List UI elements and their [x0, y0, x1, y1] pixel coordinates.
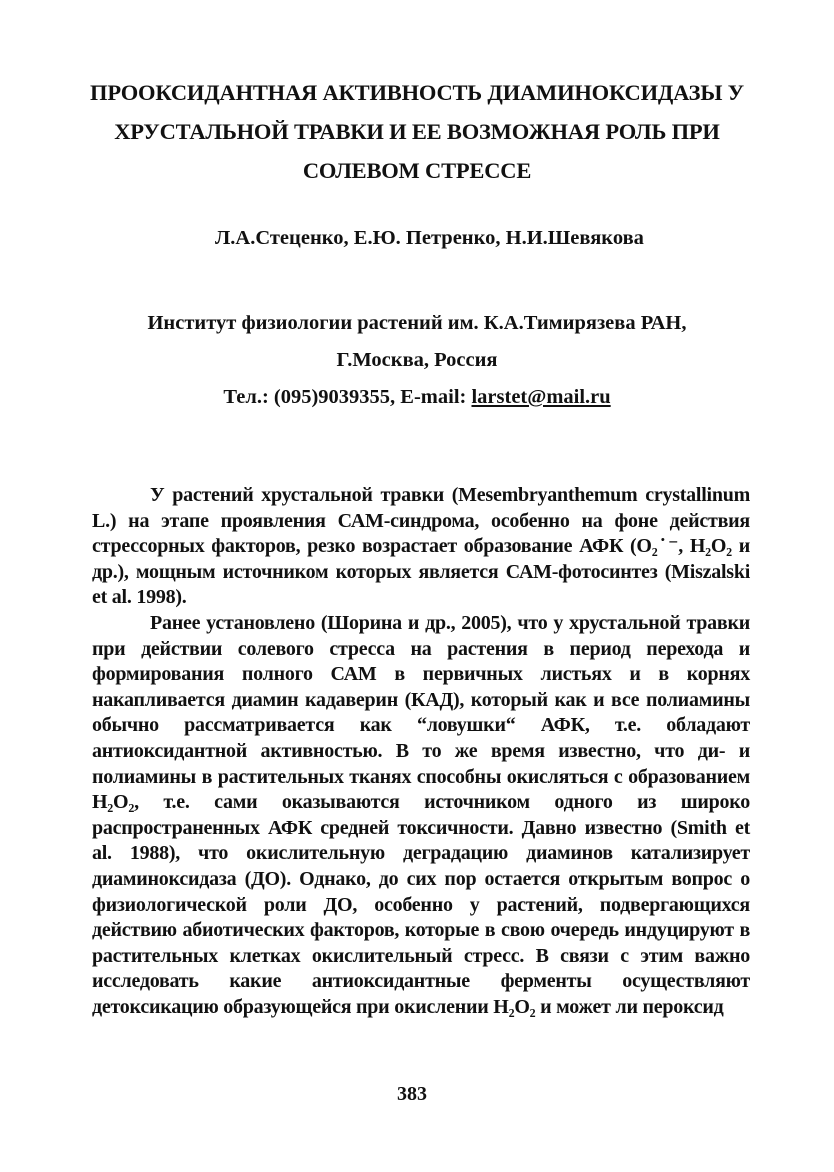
title-line-2: ХРУСТАЛЬНОЙ ТРАВКИ И ЕЕ ВОЗМОЖНАЯ РОЛЬ ПРИ — [114, 119, 720, 144]
affiliation — [60, 305, 774, 416]
authors: Л.А.Стеценко, Е.Ю. Петренко, Н.И.Шевякова — [215, 227, 644, 249]
contact-prefix: Тел.: (095)9039355, E-mail: — [223, 386, 472, 408]
contact-line — [60, 379, 774, 416]
institute: Институт физиологии растений им. К.А.Тимирязева РАН, — [147, 312, 687, 334]
paragraph-2: Ранее установлено (Шорина и др., 2005), что у хрустальной травки при действии солевого стресса на растения в период перехода и формирования полного САМ в первичных листьях и в корнях накапливается диамин кадаверин (КАД), который как и все полиамины обычно рассматривается как “ловушки“ АФК, т.е. обладают антиоксидантной активностью. В то же время известно, что ди- и полиамины в растительных тканях способны окисляться с образованием H₂O₂, т.е. сами оказываются источником одного из широко распространенных АФК средней токсичности. Давно известно (Smith et al. 1988), что окислительную деградацию диаминов катализирует диаминоксидаза (ДО). Однако, до сих пор остается открытым вопрос о физиологической роли ДО, особенно у растений, подвергающихся действию абиотических факторов, которые в свою очередь индуцируют в растительных клетках окислительный стресс. В связи с этим важно исследовать какие антиоксидантные ферменты осуществляют детоксикацию образующейся при окислении H₂O₂ и может ли пероксид — [92, 611, 750, 1018]
title-line-1: ПРООКСИДАНТНАЯ АКТИВНОСТЬ ДИАМИНОКСИДАЗЫ У — [90, 80, 744, 105]
paragraph-1: У растений хрустальной травки (Mesembryanthemum crystallinum L.) на этапе проявления САМ-синдрома, особенно на фоне действия стрессорных факторов, резко возрастает образование АФК (O₂˙⁻, H₂O₂ и др.), мощным источником которых является САМ-фотосинтез (Miszalski et al. 1998). — [92, 484, 750, 609]
email-link[interactable]: larstet@mail.ru — [471, 386, 611, 408]
title-line-3: СОЛЕВОМ СТРЕССЕ — [302, 158, 532, 183]
page-number: 383 — [397, 1083, 427, 1105]
body-text — [92, 483, 750, 1020]
paper-title — [60, 73, 774, 190]
city: Г.Москва, Россия — [336, 349, 498, 371]
